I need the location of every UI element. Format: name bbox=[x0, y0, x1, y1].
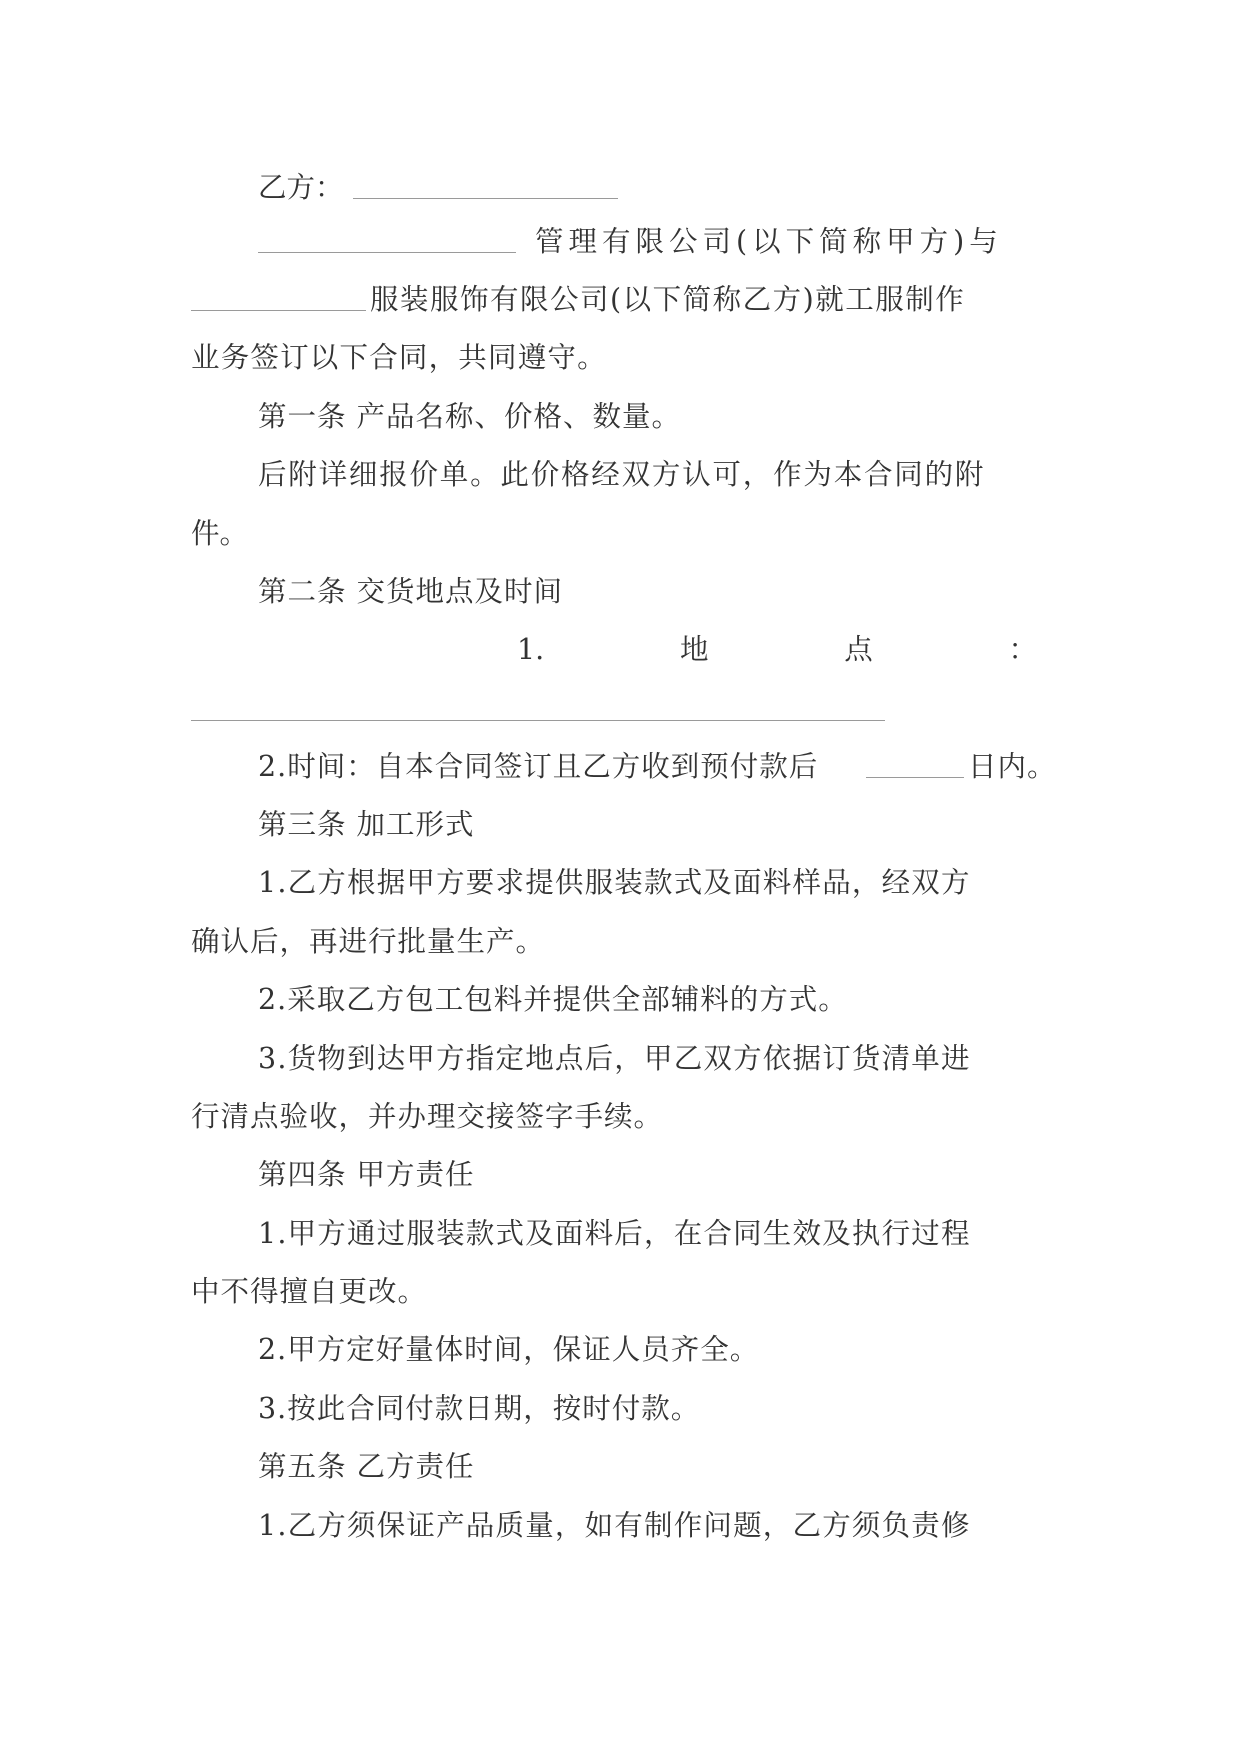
article-3-item-1-line-1: 1.乙方根据甲方要求提供服装款式及面料样品，经双方 bbox=[258, 866, 971, 899]
delivery-place-char-1: 地 bbox=[679, 633, 709, 666]
delivery-place-colon: ： bbox=[1008, 633, 1037, 666]
delivery-time-text: 2.时间：自本合同签订且乙方收到预付款后 bbox=[258, 750, 819, 783]
article-3-item-1-line-2: 确认后，再进行批量生产。 bbox=[191, 925, 546, 958]
delivery-place-line bbox=[517, 630, 1037, 670]
delivery-place-number: 1. bbox=[517, 633, 545, 666]
party-b-line bbox=[0, 168, 1241, 208]
party-b-name-blank bbox=[191, 284, 366, 311]
article-1-title: 第一条 产品名称、价格、数量。 bbox=[258, 400, 682, 433]
article-2-title: 第二条 交货地点及时间 bbox=[258, 575, 564, 608]
intro-line-1 bbox=[0, 222, 1241, 262]
intro-text-2: 服装服饰有限公司(以下简称乙方)就工服制作 bbox=[370, 283, 966, 316]
party-b-blank bbox=[353, 172, 618, 199]
article-4-item-2: 2.甲方定好量体时间，保证人员齐全。 bbox=[258, 1333, 760, 1366]
delivery-place-char-2: 点 bbox=[844, 633, 873, 666]
delivery-place-blank bbox=[191, 720, 885, 721]
intro-text-1: 管理有限公司(以下简称甲方)与 bbox=[535, 225, 1003, 258]
delivery-time-suffix: 日内。 bbox=[968, 750, 1057, 783]
article-1-line-1: 后附详细报价单。此价格经双方认可，作为本合同的附 bbox=[258, 458, 986, 491]
article-3-item-2: 2.采取乙方包工包料并提供全部辅料的方式。 bbox=[258, 983, 848, 1016]
article-5-title: 第五条 乙方责任 bbox=[258, 1450, 475, 1483]
party-b-label: 乙方： bbox=[258, 171, 344, 204]
party-a-name-blank bbox=[258, 226, 516, 253]
article-4-item-1-line-1: 1.甲方通过服装款式及面料后，在合同生效及执行过程 bbox=[258, 1217, 971, 1250]
article-4-item-3: 3.按此合同付款日期，按时付款。 bbox=[258, 1392, 701, 1425]
article-4-item-1-line-2: 中不得擅自更改。 bbox=[191, 1275, 428, 1308]
intro-line-3 bbox=[0, 338, 1241, 378]
article-3-item-3-line-2: 行清点验收，并办理交接签字手续。 bbox=[191, 1100, 664, 1133]
article-5-item-1-line-1: 1.乙方须保证产品质量，如有制作问题，乙方须负责修 bbox=[258, 1509, 971, 1542]
article-1-line-2: 件。 bbox=[191, 517, 249, 550]
intro-line-2 bbox=[0, 280, 1241, 320]
article-3-item-3-line-1: 3.货物到达甲方指定地点后，甲乙双方依据订货清单进 bbox=[258, 1042, 971, 1075]
delivery-time-line bbox=[0, 747, 1241, 787]
delivery-days-blank bbox=[866, 751, 964, 778]
article-4-title: 第四条 甲方责任 bbox=[258, 1158, 475, 1191]
article-3-title: 第三条 加工形式 bbox=[258, 808, 475, 841]
intro-text-3: 业务签订以下合同，共同遵守。 bbox=[191, 341, 607, 374]
